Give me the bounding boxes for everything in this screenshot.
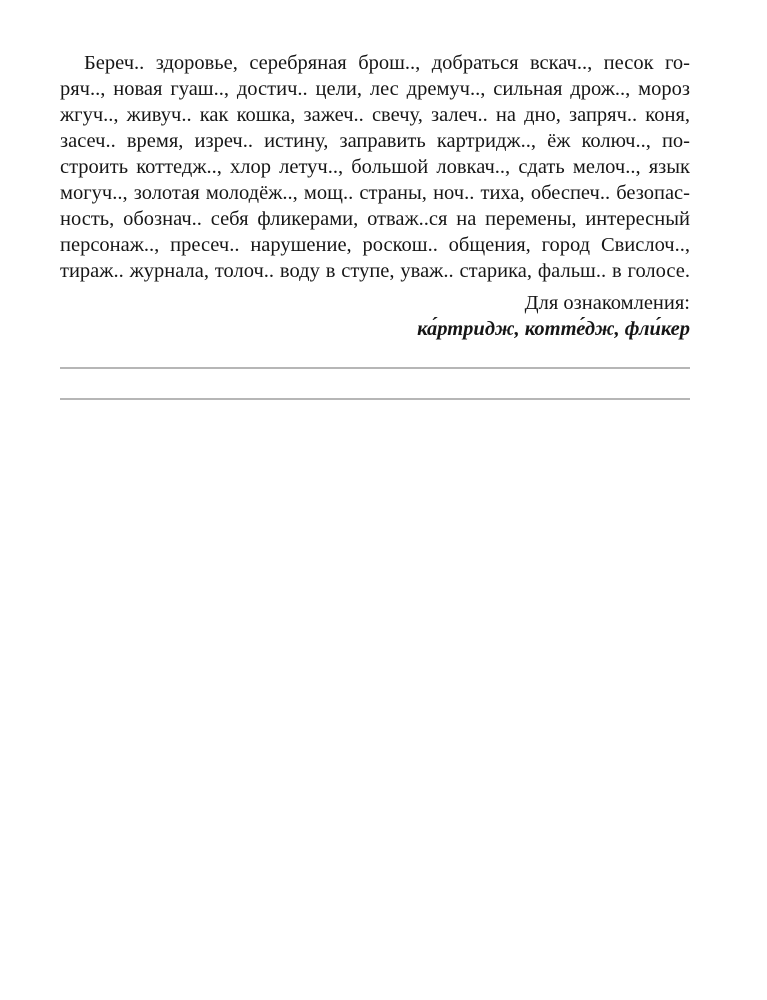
answer-lines: [60, 367, 690, 400]
paragraph-line: засеч.. время, изреч.. истину, заправить картридж.., ёж колюч.., по-: [60, 130, 690, 152]
exercise-paragraph: [60, 50, 690, 284]
paragraph-line: Береч.. здоровье, серебряная брош.., добраться вскач.., песок го-: [84, 52, 690, 74]
paragraph-line: могуч.., золотая молодёж.., мощ.. страны, ноч.. тиха, обеспеч.. безопас-: [60, 182, 690, 204]
paragraph-line: ность, обознач.. себя фликерами, отваж..ся на перемены, интересный: [60, 208, 690, 230]
exercise-text-block: [60, 50, 690, 400]
note-words: ка́ртридж, котте́дж, фли́кер: [417, 318, 690, 340]
paragraph-line: тираж.. журнала, толоч.. воду в ступе, уваж.. старика, фальш.. в голосе.: [60, 260, 690, 282]
paragraph-line: строить коттедж.., хлор летуч.., большой ловкач.., сдать мелоч.., язык: [60, 156, 690, 178]
answer-line-2: [60, 398, 690, 400]
paragraph-line: персонаж.., пресеч.. нарушение, роскош.. общения, город Свислоч..,: [60, 234, 690, 256]
paragraph-line: ряч.., новая гуаш.., достич.. цели, лес дремуч.., сильная дрож.., мороз: [60, 78, 690, 100]
answer-line-1: [60, 367, 690, 369]
paragraph-line: жгуч.., живуч.. как кошка, зажеч.. свечу, залеч.. на дно, запряч.. коня,: [60, 104, 690, 126]
note-label: Для ознакомления:: [524, 292, 690, 314]
